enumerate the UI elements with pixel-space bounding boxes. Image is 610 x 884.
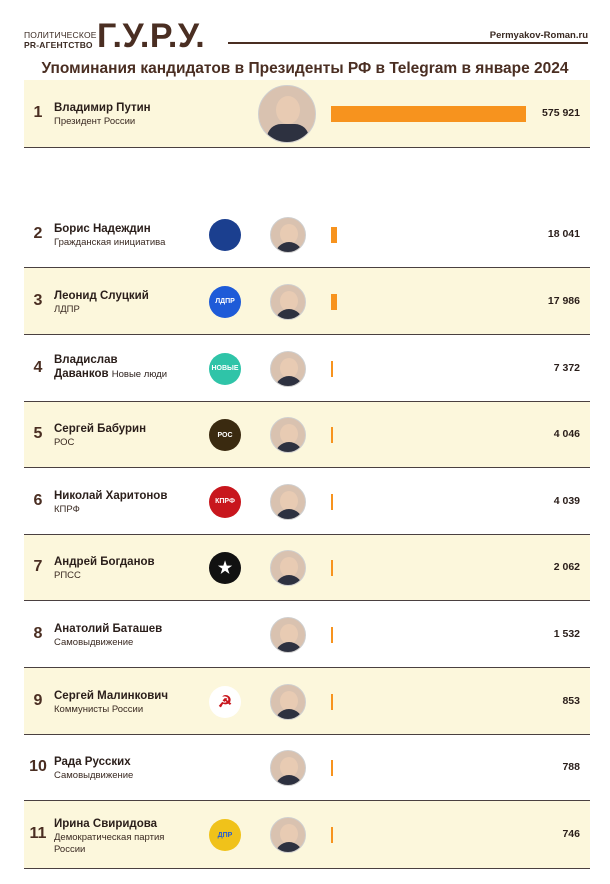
value-label: 4 039 [553, 494, 580, 507]
value-bar [331, 427, 333, 443]
candidate-photo [270, 484, 306, 520]
candidate-photo [270, 750, 306, 786]
value-bar [331, 227, 337, 243]
header [0, 0, 610, 58]
candidate-row [24, 668, 590, 735]
agency-line-2: PR-АГЕНТСТВО [24, 40, 93, 50]
value-label: 2 062 [553, 561, 580, 573]
value-label: 4 046 [553, 428, 580, 440]
candidate-affiliation: ЛДПР [54, 303, 80, 315]
candidate-name: Владимир Путин [54, 102, 151, 114]
candidate-name: Сергей Малинкович [54, 689, 169, 702]
candidate-row [24, 402, 590, 468]
value-bar [331, 361, 333, 377]
candidate-photo [270, 284, 306, 320]
candidate-row [24, 268, 590, 335]
party-logo-icon [209, 219, 241, 251]
rank-number: 2 [33, 225, 43, 242]
candidate-affiliation: Президент России [54, 116, 136, 127]
candidate-photo [270, 617, 306, 653]
candidate-affiliation: Гражданская инициатива [54, 237, 166, 248]
candidate-row [24, 735, 590, 801]
brand-logo: Г.У.Р.У. [97, 17, 206, 55]
candidate-affiliation: Демократическая партия России [54, 832, 165, 855]
site-link[interactable]: Permyakov-Roman.ru [489, 30, 588, 41]
value-bar [331, 294, 337, 310]
candidate-affiliation: РПСС [54, 570, 81, 581]
value-bar [331, 694, 333, 710]
value-bar [331, 760, 333, 776]
candidate-affiliation: Новые люди [111, 368, 168, 380]
candidate-photo [258, 85, 316, 143]
candidate-photo [270, 417, 306, 453]
value-bar [331, 560, 333, 576]
rank-number: 9 [33, 691, 43, 709]
party-logo-icon: РОС [209, 419, 241, 451]
candidate-name: Ирина Свиридова [54, 818, 158, 830]
candidate-name: Андрей Богданов [54, 556, 155, 568]
rank-number: 11 [29, 825, 47, 842]
value-label: 18 041 [547, 228, 580, 240]
party-logo-icon: ДПР [209, 819, 241, 851]
value-label: 575 921 [542, 107, 580, 119]
candidate-name: Сергей Бабурин [54, 423, 147, 435]
value-bar [331, 627, 333, 643]
candidate-affiliation: Самовыдвижение [54, 770, 134, 781]
value-label: 746 [562, 828, 580, 840]
candidate-row [24, 468, 590, 535]
rank-number: 8 [33, 624, 43, 642]
candidate-photo [270, 817, 306, 853]
value-label: 853 [562, 694, 580, 707]
rank-number: 5 [33, 425, 43, 442]
candidate-name: Анатолий Баташев [54, 622, 163, 635]
party-logo-icon: ☭ [209, 686, 241, 718]
candidate-affiliation: КПРФ [54, 503, 80, 515]
party-logo-icon: ЛДПР [209, 286, 241, 318]
candidate-name: Леонид Слуцкий [54, 289, 149, 302]
candidate-photo [270, 217, 306, 253]
candidate-name: Николай Харитонов [54, 489, 168, 502]
candidate-photo [270, 550, 306, 586]
candidate-name: Владислав Даванков Новые люди [54, 353, 168, 380]
party-logo-icon: НОВЫЕ [209, 353, 241, 385]
value-bar [331, 827, 333, 843]
chart-title: Упоминания кандидатов в Президенты РФ в Telegram в январе 2024 [41, 60, 569, 77]
rank-number: 7 [33, 558, 43, 575]
candidate-photo [270, 684, 306, 720]
agency-caption [24, 30, 97, 50]
candidate-name: Борис Надеждин [54, 223, 151, 235]
candidate-name: Рада Русских [54, 756, 131, 768]
candidate-row [24, 80, 590, 148]
value-label: 1 532 [553, 627, 580, 640]
value-bar [331, 494, 333, 510]
rank-number: 10 [29, 758, 47, 775]
value-label: 788 [562, 761, 580, 773]
header-divider [228, 42, 588, 44]
value-bar [331, 106, 526, 122]
agency-line-1: ПОЛИТИЧЕСКОЕ [24, 30, 97, 40]
value-label: 17 986 [547, 294, 580, 307]
rank-number: 3 [33, 291, 43, 309]
candidate-row [24, 335, 590, 402]
candidate-affiliation: Коммунисты России [54, 703, 144, 715]
candidate-photo [270, 351, 306, 387]
candidate-affiliation: Самовыдвижение [54, 636, 134, 648]
candidate-row [24, 601, 590, 668]
candidate-affiliation: РОС [54, 437, 75, 448]
candidate-row [24, 535, 590, 601]
value-label: 7 372 [553, 361, 580, 374]
rank-number: 4 [33, 358, 43, 376]
party-logo-icon: ★ [209, 552, 241, 584]
party-logo-icon: КПРФ [209, 486, 241, 518]
candidate-row [24, 801, 590, 869]
rank-number: 1 [33, 104, 43, 121]
candidate-row [24, 202, 590, 268]
rank-number: 6 [33, 491, 43, 509]
